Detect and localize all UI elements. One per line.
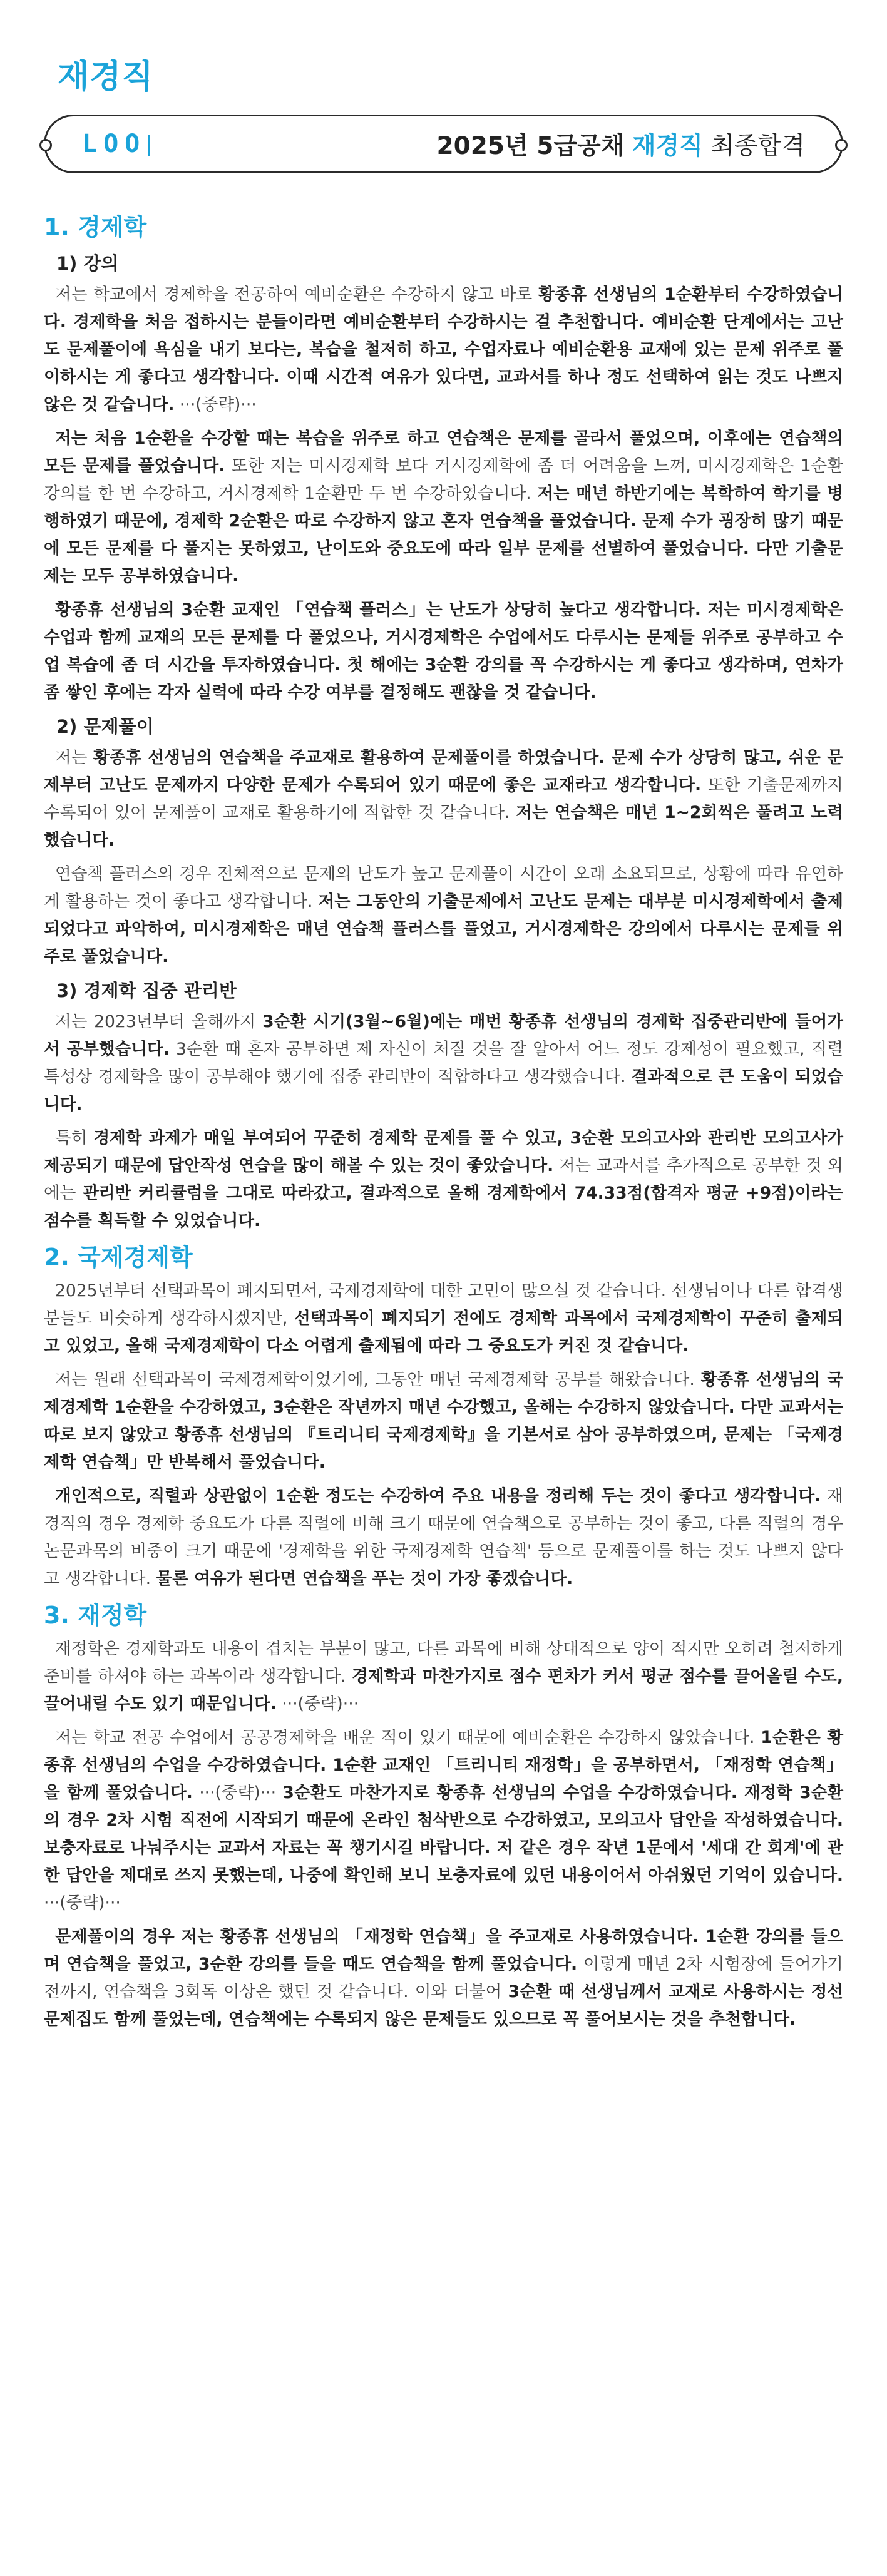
text-run: 3순환 때 혼자 공부하면 제 자신이 처질 것을 잘 알아서 어느 정도 강제성이 필요했고, 직렬 특성상 경제학을 많이 공부해야 했기에 집중 관리반이 적합하다고 생각했습니다. (44, 1040, 843, 1086)
paragraph (44, 1635, 843, 1718)
text-run: 특히 (55, 1128, 94, 1148)
text-run: 저는 2023년부터 올해까지 (55, 1012, 263, 1031)
page-title: 재경직 (58, 58, 154, 96)
paragraph (44, 281, 843, 419)
section-title: 2. 국제경제학 (44, 1244, 193, 1271)
paragraph (44, 744, 843, 854)
logo-text: LOO (82, 130, 146, 158)
text-run: ···(중략)··· (192, 1783, 283, 1802)
emphasized-text: 저는 처음 1순환을 수강할 때는 복습을 위주로 하고 연습책은 문제를 골라서 풀었으며, 이후에는 연습책의 모든 문제를 풀었습니다. (44, 429, 843, 476)
emphasized-text: 황종휴 선생님의 3순환 교재인 「연습책 플러스」는 난도가 상당히 높다고 생각합니다. 저는 미시경제학은 수업과 함께 교재의 모든 문제를 다 풀었으나, 거시경제학은 수업에서도 다루시는 문제들 위주로 공부하고 수업 복습에 좀 더 시간을 투자하였습니다. 첫 해에는 3순환 강의를 꼭 수강하시는 게 좋다고 생각하며, 연차가 좀 쌓인 후에는 각자 실력에 따라 수강 여부를 결정해도 괜찮을 것 같습니다. (44, 600, 843, 702)
banner-headline (436, 126, 805, 161)
paragraph (44, 1483, 843, 1593)
emphasized-text: 황종휴 선생님의 연습책을 주교재로 활용하여 문제풀이를 하였습니다. 문제 수가 상당히 많고, 쉬운 문제부터 고난도 문제까지 다양한 문제가 수록되어 있기 때문에 좋은 교재라고 생각합니다. (44, 748, 844, 795)
emphasized-text: 개인적으로, 직렬과 상관없이 1순환 정도는 수강하여 주요 내용을 정리해 두는 것이 좋다고 생각합니다. (55, 1486, 821, 1506)
text-run: 2025년부터 선택과목이 폐지되면서, 국제경제학에 대한 고민이 많으실 것 같습니다. 선생님이나 다른 합격생분들도 비슷하게 생각하시겠지만, (44, 1281, 843, 1328)
emphasized-text: 선택과목이 폐지되기 전에도 경제학 과목에서 국제경제학이 꾸준히 출제되고 있었고, 올해 국제경제학이 다소 어렵게 출제됨에 따라 그 중요도가 커진 것 같습니다. (44, 1309, 843, 1356)
text-run: 저는 (55, 748, 93, 767)
emphasized-text: 문제풀이의 경우 저는 황종휴 선생님의 「재정학 연습책」을 주교재로 사용하였습니다. 1순환 강의를 들으며 연습책을 풀었고, 3순환 강의를 들을 때도 연습책을 함께 풀었습니다. (44, 1927, 843, 1974)
logo (82, 130, 150, 158)
headline-rest: 최종합격 (710, 132, 805, 160)
emphasized-text: 1순환은 황종휴 선생님의 수업을 수강하였습니다. 1순환 교재인 「트리니티 재정학」을 공부하면서, 「재정학 연습책」을 함께 풀었습니다. (44, 1728, 843, 1802)
emphasized-text: 경제학 과제가 매일 부여되어 꾸준히 경제학 문제를 풀 수 있고, 3순환 모의고사와 관리반 모의고사가 제공되기 때문에 답안작성 연습을 많이 해볼 수 있는 것이 좋았습니다. (44, 1128, 843, 1175)
emphasized-text: 3순환 때 선생님께서 교재로 사용하시는 정선문제집도 함께 풀었는데, 연습책에는 수록되지 않은 문제들도 있으므로 꼭 풀어보시는 것을 추천합니다. (44, 1982, 843, 2029)
text-run: 저는 학교 전공 수업에서 공공경제학을 배운 적이 있기 때문에 예비순환은 수강하지 않았습니다. (55, 1728, 761, 1747)
title-banner (44, 115, 843, 173)
logo-bar (148, 135, 150, 156)
headline-year: 2025년 5급공채 (436, 132, 625, 160)
text-run: 저는 원래 선택과목이 국제경제학이었기에, 그동안 매년 국제경제학 공부를 해왔습니다. (55, 1370, 701, 1389)
emphasized-text: 물론 여유가 된다면 연습책을 푸는 것이 가장 좋겠습니다. (156, 1569, 573, 1588)
subsection-title: 3) 경제학 집중 관리반 (56, 980, 237, 1001)
emphasized-text: 황종휴 선생님의 1순환부터 수강하였습니다. 경제학을 처음 접하시는 분들이라면 예비순환부터 수강하시는 걸 추천합니다. 예비순환 단계에서는 고난도 문제풀이에 욕심을 내기 보다는, 복습을 철저히 하고, 수업자료나 예비순환용 교재에 있는 문제 위주로 풀이하시는 게 좋다고 생각합니다. 이때 시간적 여유가 있다면, 교과서를 하나 정도 선택하여 읽는 것도 나쁘지 않은 것 같습니다. (44, 285, 843, 414)
banner-right-dot (835, 139, 848, 151)
banner-left-dot (39, 139, 52, 151)
paragraph (44, 1125, 843, 1235)
emphasized-text: 황종휴 선생님의 국제경제학 1순환을 수강하였고, 3순환은 작년까지 매년 수강했고, 올해는 수강하지 않았습니다. 다만 교과서는 따로 보지 않았고 황종휴 선생님의 『트리니티 국제경제학』을 기본서로 삼아 공부하였으며, 문제는 「국제경제학 연습책」만 반복해서 풀었습니다. (44, 1370, 843, 1472)
text-run: ···(중략)··· (276, 1694, 359, 1714)
text-run: ···(중략)··· (44, 1893, 121, 1913)
paragraph (44, 425, 843, 590)
text-run: 재정학은 경제학과도 내용이 겹치는 부분이 많고, 다른 과목에 비해 상대적으로 양이 적지만 오히려 철저하게 준비를 하셔야 하는 과목이라 생각합니다. (44, 1639, 843, 1686)
text-run: 저는 교과서를 추가적으로 공부한 것 외에는 (44, 1156, 843, 1203)
paragraph (44, 596, 843, 707)
subsection-title: 2) 문제풀이 (56, 716, 154, 737)
paragraph (44, 1008, 843, 1118)
emphasized-text: 결과적으로 큰 도움이 되었습니다. (44, 1067, 843, 1114)
emphasized-text: 경제학과 마찬가지로 점수 편차가 커서 평균 점수를 끌어올릴 수도, 끌어내릴 수도 있기 때문입니다. (44, 1667, 843, 1714)
paragraph (44, 1277, 843, 1360)
emphasized-text: 저는 연습책은 매년 1~2회씩은 풀려고 노력했습니다. (44, 803, 843, 850)
paragraph (44, 1923, 843, 2033)
emphasized-text: 3순환도 마찬가지로 황종휴 선생님의 수업을 수강하였습니다. 재정학 3순환의 경우 2차 시험 직전에 시작되기 때문에 온라인 첨삭반으로 수강하였고, 모의고사 답안을 작성하였습니다. 보충자료로 나눠주시는 교과서 자료는 꼭 챙기시길 바랍니다. 저 같은 경우 작년 1문에서 '세대 간 회계'에 관한 답안을 제대로 쓰지 못했는데, 나중에 확인해 보니 보충자료에 있던 내용이어서 아쉬웠던 기억이 있습니다. (44, 1783, 843, 1885)
text-run: 또한 저는 미시경제학 보다 거시경제학에 좀 더 어려움을 느껴, 미시경제학은 1순환 강의를 한 번 수강하고, 거시경제학 1순환만 두 번 수강하였습니다. (44, 456, 843, 503)
text-run: 저는 학교에서 경제학을 전공하여 예비순환은 수강하지 않고 바로 (55, 285, 538, 304)
paragraph (44, 1366, 843, 1476)
text-run: 또한 기출문제까지 수록되어 있어 문제풀이 교재로 활용하기에 적합한 것 같습니다. (44, 775, 843, 822)
section-title: 1. 경제학 (44, 213, 147, 241)
paragraph (44, 861, 843, 971)
article-body (44, 211, 843, 2033)
section-title: 3. 재정학 (44, 1602, 147, 1629)
text-run: ···(중략)··· (174, 395, 257, 414)
text-run: 연습책 플러스의 경우 전체적으로 문제의 난도가 높고 문제풀이 시간이 오래 소요되므로, 상황에 따라 유연하게 활용하는 것이 좋다고 생각합니다. (44, 864, 843, 911)
text-run: 이렇게 매년 2차 시험장에 들어가기 전까지, 연습책을 3회독 이상은 했던 것 같습니다. 이와 더불어 (44, 1955, 844, 2001)
subsection-title: 1) 강의 (56, 253, 119, 274)
emphasized-text: 관리반 커리큘럼을 그대로 따라갔고, 결과적으로 올해 경제학에서 74.33점(합격자 평균 +9점)이라는 점수를 획득할 수 있었습니다. (44, 1183, 843, 1230)
emphasized-text: 저는 그동안의 기출문제에서 고난도 문제는 대부분 미시경제학에서 출제되었다고 파악하여, 미시경제학은 매년 연습책 플러스를 풀었고, 거시경제학은 강의에서 다루시는 문제들 위주로 풀었습니다. (44, 892, 843, 966)
emphasized-text: 저는 매년 하반기에는 복학하여 학기를 병행하였기 때문에, 경제학 2순환은 따로 수강하지 않고 혼자 연습책을 풀었습니다. 문제 수가 굉장히 많기 때문에 모든 문제를 다 풀지는 못하였고, 난이도와 중요도에 따라 일부 문제를 선별하여 풀었습니다. 다만 기출문제는 모두 공부하였습니다. (44, 484, 843, 586)
headline-accent: 재경직 (632, 132, 703, 160)
paragraph (44, 1724, 843, 1917)
emphasized-text: 3순환 시기(3월~6월)에는 매번 황종휴 선생님의 경제학 집중관리반에 들어가서 공부했습니다. (44, 1012, 843, 1059)
text-run: 재경직의 경우 경제학 중요도가 다른 직렬에 비해 크기 때문에 연습책으로 공부하는 것이 좋고, 다른 직렬의 경우 논문과목의 비중이 크기 때문에 '경제학을 위한 국제경제학 연습책' 등으로 문제풀이를 하는 것도 나쁘지 않다고 생각합니다. (44, 1486, 843, 1588)
